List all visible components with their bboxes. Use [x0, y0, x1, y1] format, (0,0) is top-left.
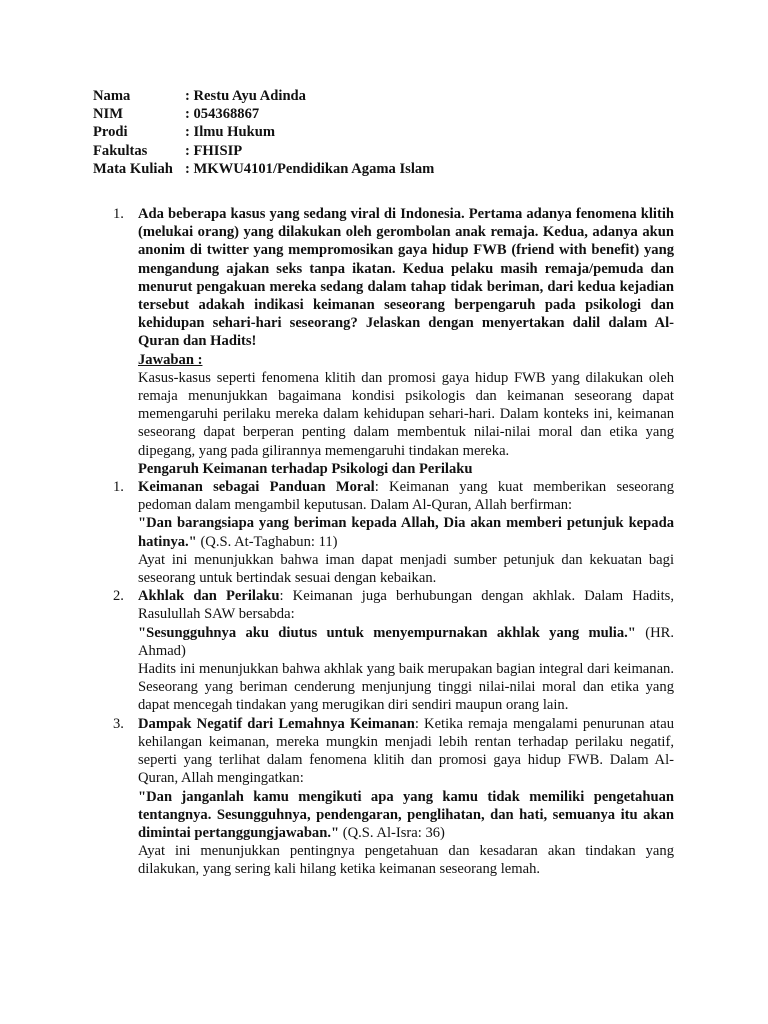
- question-text: Ada beberapa kasus yang sedang viral di Indonesia. Pertama adanya fenomena klitih (melukai orang) yang dilakukan oleh gerombolan anak remaja. Kedua, adanya akun anonim di twitter yang mempromosikan gaya hidup FWB (friend with benefit) yang mengandung ajakan seks tanpa ikatan. Kedua pelaku masih remaja/pemuda dan menurut pengakuan mereka sedang dalam tahap tidak beriman, dari kedua kejadian tersebut adakah indikasi keimanan seseorang berpengaruh pada psikologi dan kehidupan sehari-hari seseorang? Jelaskan dengan menyertakan dalil dalam Al-Quran dan Hadits!: [138, 206, 674, 350]
- info-label: NIM: [93, 106, 123, 123]
- info-label: Mata Kuliah: [93, 160, 173, 177]
- answer-intro: Kasus-kasus seperti fenomena klitih dan promosi gaya hidup FWB yang dilakukan oleh remaja menunjukkan bagaimana kondisi psikologis dan keimanan seseorang dapat memengaruhi perilaku mereka dalam kehidupan sehari-hari. Dalam konteks ini, keimanan seseorang dapat berperan penting dalam membentuk nilai-nilai moral dan etika yang dipegang, yang pada gilirannya memengaruhi tindakan mereka.: [138, 369, 674, 459]
- point-item: [93, 478, 674, 587]
- info-value: : FHISIP: [185, 142, 243, 159]
- point-title: Dampak Negatif dari Lemahnya Keimanan: [138, 715, 415, 732]
- point-body: [138, 715, 674, 879]
- point-text: : Keimanan yang kuat memberikan seseorang pedoman dalam mengambil keputusan. Dalam Al-Quran, Allah berfirman:: [138, 479, 675, 514]
- point-quote-paragraph: [138, 624, 674, 660]
- question-number: 1.: [113, 206, 124, 222]
- info-row-nama: [93, 87, 434, 105]
- info-label: Prodi: [93, 124, 128, 141]
- info-value: : MKWU4101/Pendidikan Agama Islam: [185, 160, 435, 177]
- info-row-mata-kuliah: [93, 160, 434, 178]
- point-paragraph: [138, 715, 674, 788]
- point-quote-paragraph: [138, 788, 674, 843]
- info-value: : 054368867: [185, 106, 260, 123]
- point-title: Akhlak dan Perilaku: [138, 588, 280, 605]
- point-source: (Q.S. Al-Isra: 36): [339, 824, 445, 841]
- point-quote: "Dan barangsiapa yang beriman kepada Allah, Dia akan memberi petunjuk kepada hatinya.": [138, 515, 674, 550]
- point-explanation: Ayat ini menunjukkan pentingnya pengetahuan dan kesadaran akan tindakan yang dilakukan, yang sering kali hilang ketika keimanan seseorang lemah.: [138, 843, 674, 878]
- answer-label: Jawaban :: [138, 351, 203, 368]
- point-number: 3.: [113, 715, 124, 732]
- info-row-nim: [93, 105, 434, 123]
- point-paragraph: [138, 587, 674, 623]
- main-content: [93, 205, 674, 879]
- point-quote-paragraph: [138, 514, 674, 550]
- point-text: : Keimanan juga berhubungan dengan akhlak. Dalam Hadits, Rasulullah SAW bersabda:: [138, 588, 674, 623]
- info-label: Fakultas: [93, 142, 148, 159]
- point-source: (HR. Ahmad): [138, 624, 675, 659]
- student-info: [93, 87, 434, 178]
- point-number: 1.: [113, 479, 124, 496]
- section-title: Pengaruh Keimanan terhadap Psikologi dan Perilaku: [138, 460, 473, 477]
- info-value: : Ilmu Hukum: [185, 124, 276, 141]
- point-body: [138, 478, 674, 587]
- point-text: : Ketika remaja mengalami penurunan atau kehilangan keimanan, mereka mungkin menjadi lebih rentan terhadap perilaku negatif, seperti yang terlihat dalam fenomena klitih dan promosi gaya hidup FWB. Dalam Al-Quran, Allah mengingatkan:: [138, 715, 674, 787]
- info-label: Nama: [93, 88, 131, 104]
- info-value: : Restu Ayu Adinda: [185, 88, 306, 104]
- question-item: [93, 205, 674, 478]
- point-paragraph: [138, 478, 674, 514]
- point-item: [93, 587, 674, 714]
- point-quote: "Dan janganlah kamu mengikuti apa yang kamu tidak memiliki pengetahuan tentangnya. Sesungguhnya, pendengaran, penglihatan, dan hati, semuanya itu akan dimintai pertanggungjawaban.": [138, 788, 674, 841]
- question-body: [138, 205, 674, 478]
- point-title: Keimanan sebagai Panduan Moral: [138, 479, 375, 496]
- info-row-fakultas: [93, 142, 434, 160]
- point-body: [138, 587, 674, 714]
- point-source: (Q.S. At-Taghabun: 11): [196, 533, 338, 550]
- point-item: [93, 715, 674, 879]
- point-quote: "Sesungguhnya aku diutus untuk menyempurnakan akhlak yang mulia.": [138, 624, 636, 641]
- point-number: 2.: [113, 588, 124, 605]
- point-explanation: Hadits ini menunjukkan bahwa akhlak yang baik merupakan bagian integral dari keimanan. Seseorang yang beriman cenderung menjunjung tinggi nilai-nilai moral dan etika yang dapat mencegah tindakan yang merugikan diri sendiri maupun orang lain.: [138, 661, 674, 714]
- info-row-prodi: [93, 123, 434, 141]
- point-explanation: Ayat ini menunjukkan bahwa iman dapat menjadi sumber petunjuk dan kekuatan bagi seseorang untuk bertindak sesuai dengan kebaikan.: [138, 551, 674, 587]
